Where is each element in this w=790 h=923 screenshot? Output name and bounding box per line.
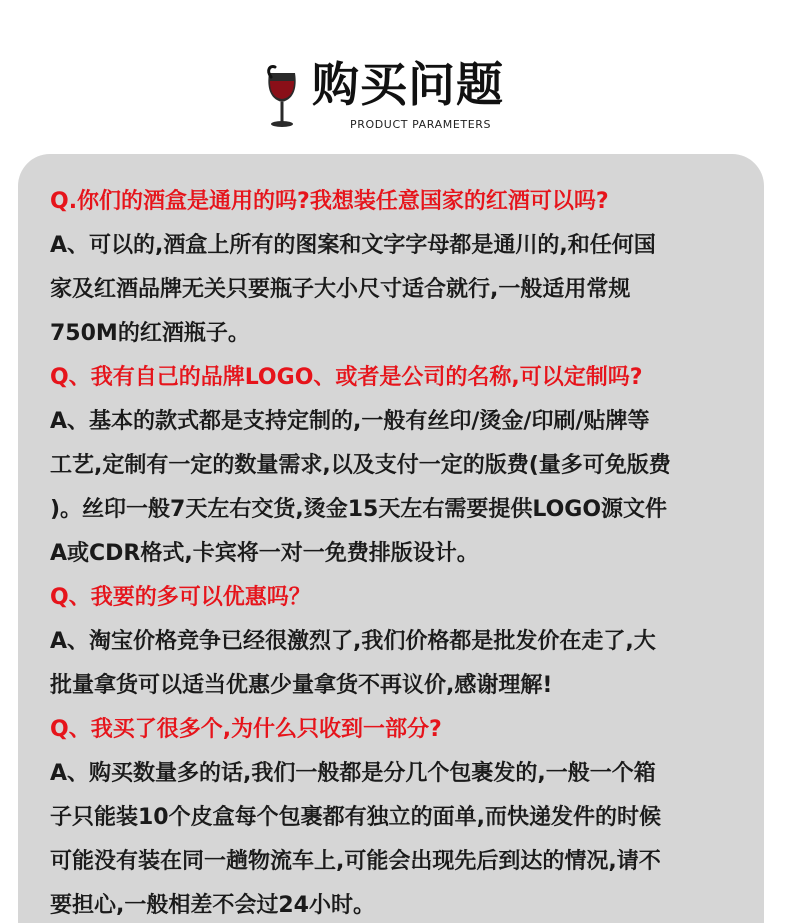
page-title: 购买问题 [312,58,504,113]
faq-answer-line: A、淘宝价格竞争已经很激烈了,我们价格都是批发价在走了,大 [50,629,656,654]
wine-glass-icon [262,64,302,130]
faq-question-line: Q.你们的酒盒是通用的吗?我想装任意国家的红酒可以吗? [50,189,609,214]
faq-question-line: Q、我买了很多个,为什么只收到一部分? [50,717,442,742]
faq-answer-line: A或CDR格式,卡宾将一对一免费排版设计。 [50,541,479,566]
faq-answer-line: 工艺,定制有一定的数量需求,以及支付一定的版费(量多可免版费 [50,453,671,478]
faq-question-line: Q、我要的多可以优惠吗？ [50,585,311,610]
faq-list [50,180,750,923]
faq-answer-line: A、基本的款式都是支持定制的,一般有丝印/烫金/印刷/贴牌等 [50,409,650,434]
faq-answer-line: A、可以的,酒盒上所有的图案和文字字母都是通川的,和任何国 [50,233,656,258]
section-header [0,50,790,140]
faq-answer-line: )。丝印一般7天左右交货,烫金15天左右需要提供LOGO源文件 [50,497,668,522]
faq-answer-line: 可能没有装在同一趟物流车上,可能会出现先后到达的情况,请不 [50,849,661,874]
faq-question-line: Q、我有自己的品牌LOGO、或者是公司的名称,可以定制吗? [50,365,643,390]
faq-answer-line: 批量拿货可以适当优惠少量拿货不再议价,感谢理解! [50,673,553,698]
page-subtitle: PRODUCT PARAMETERS [350,118,492,131]
faq-answer-line: A、购买数量多的话,我们一般都是分几个包裹发的,一般一个箱 [50,761,656,786]
faq-answer-line: 要担心,一般相差不会过24小时。 [50,893,375,918]
faq-answer-line: 子只能装10个皮盒每个包裹都有独立的面单,而快递发件的时候 [50,805,661,830]
faq-answer-line: 家及红酒品牌无关只要瓶子大小尺寸适合就行,一般适用常规 [50,277,631,302]
faq-answer-line: 750M的红酒瓶子。 [50,321,250,346]
